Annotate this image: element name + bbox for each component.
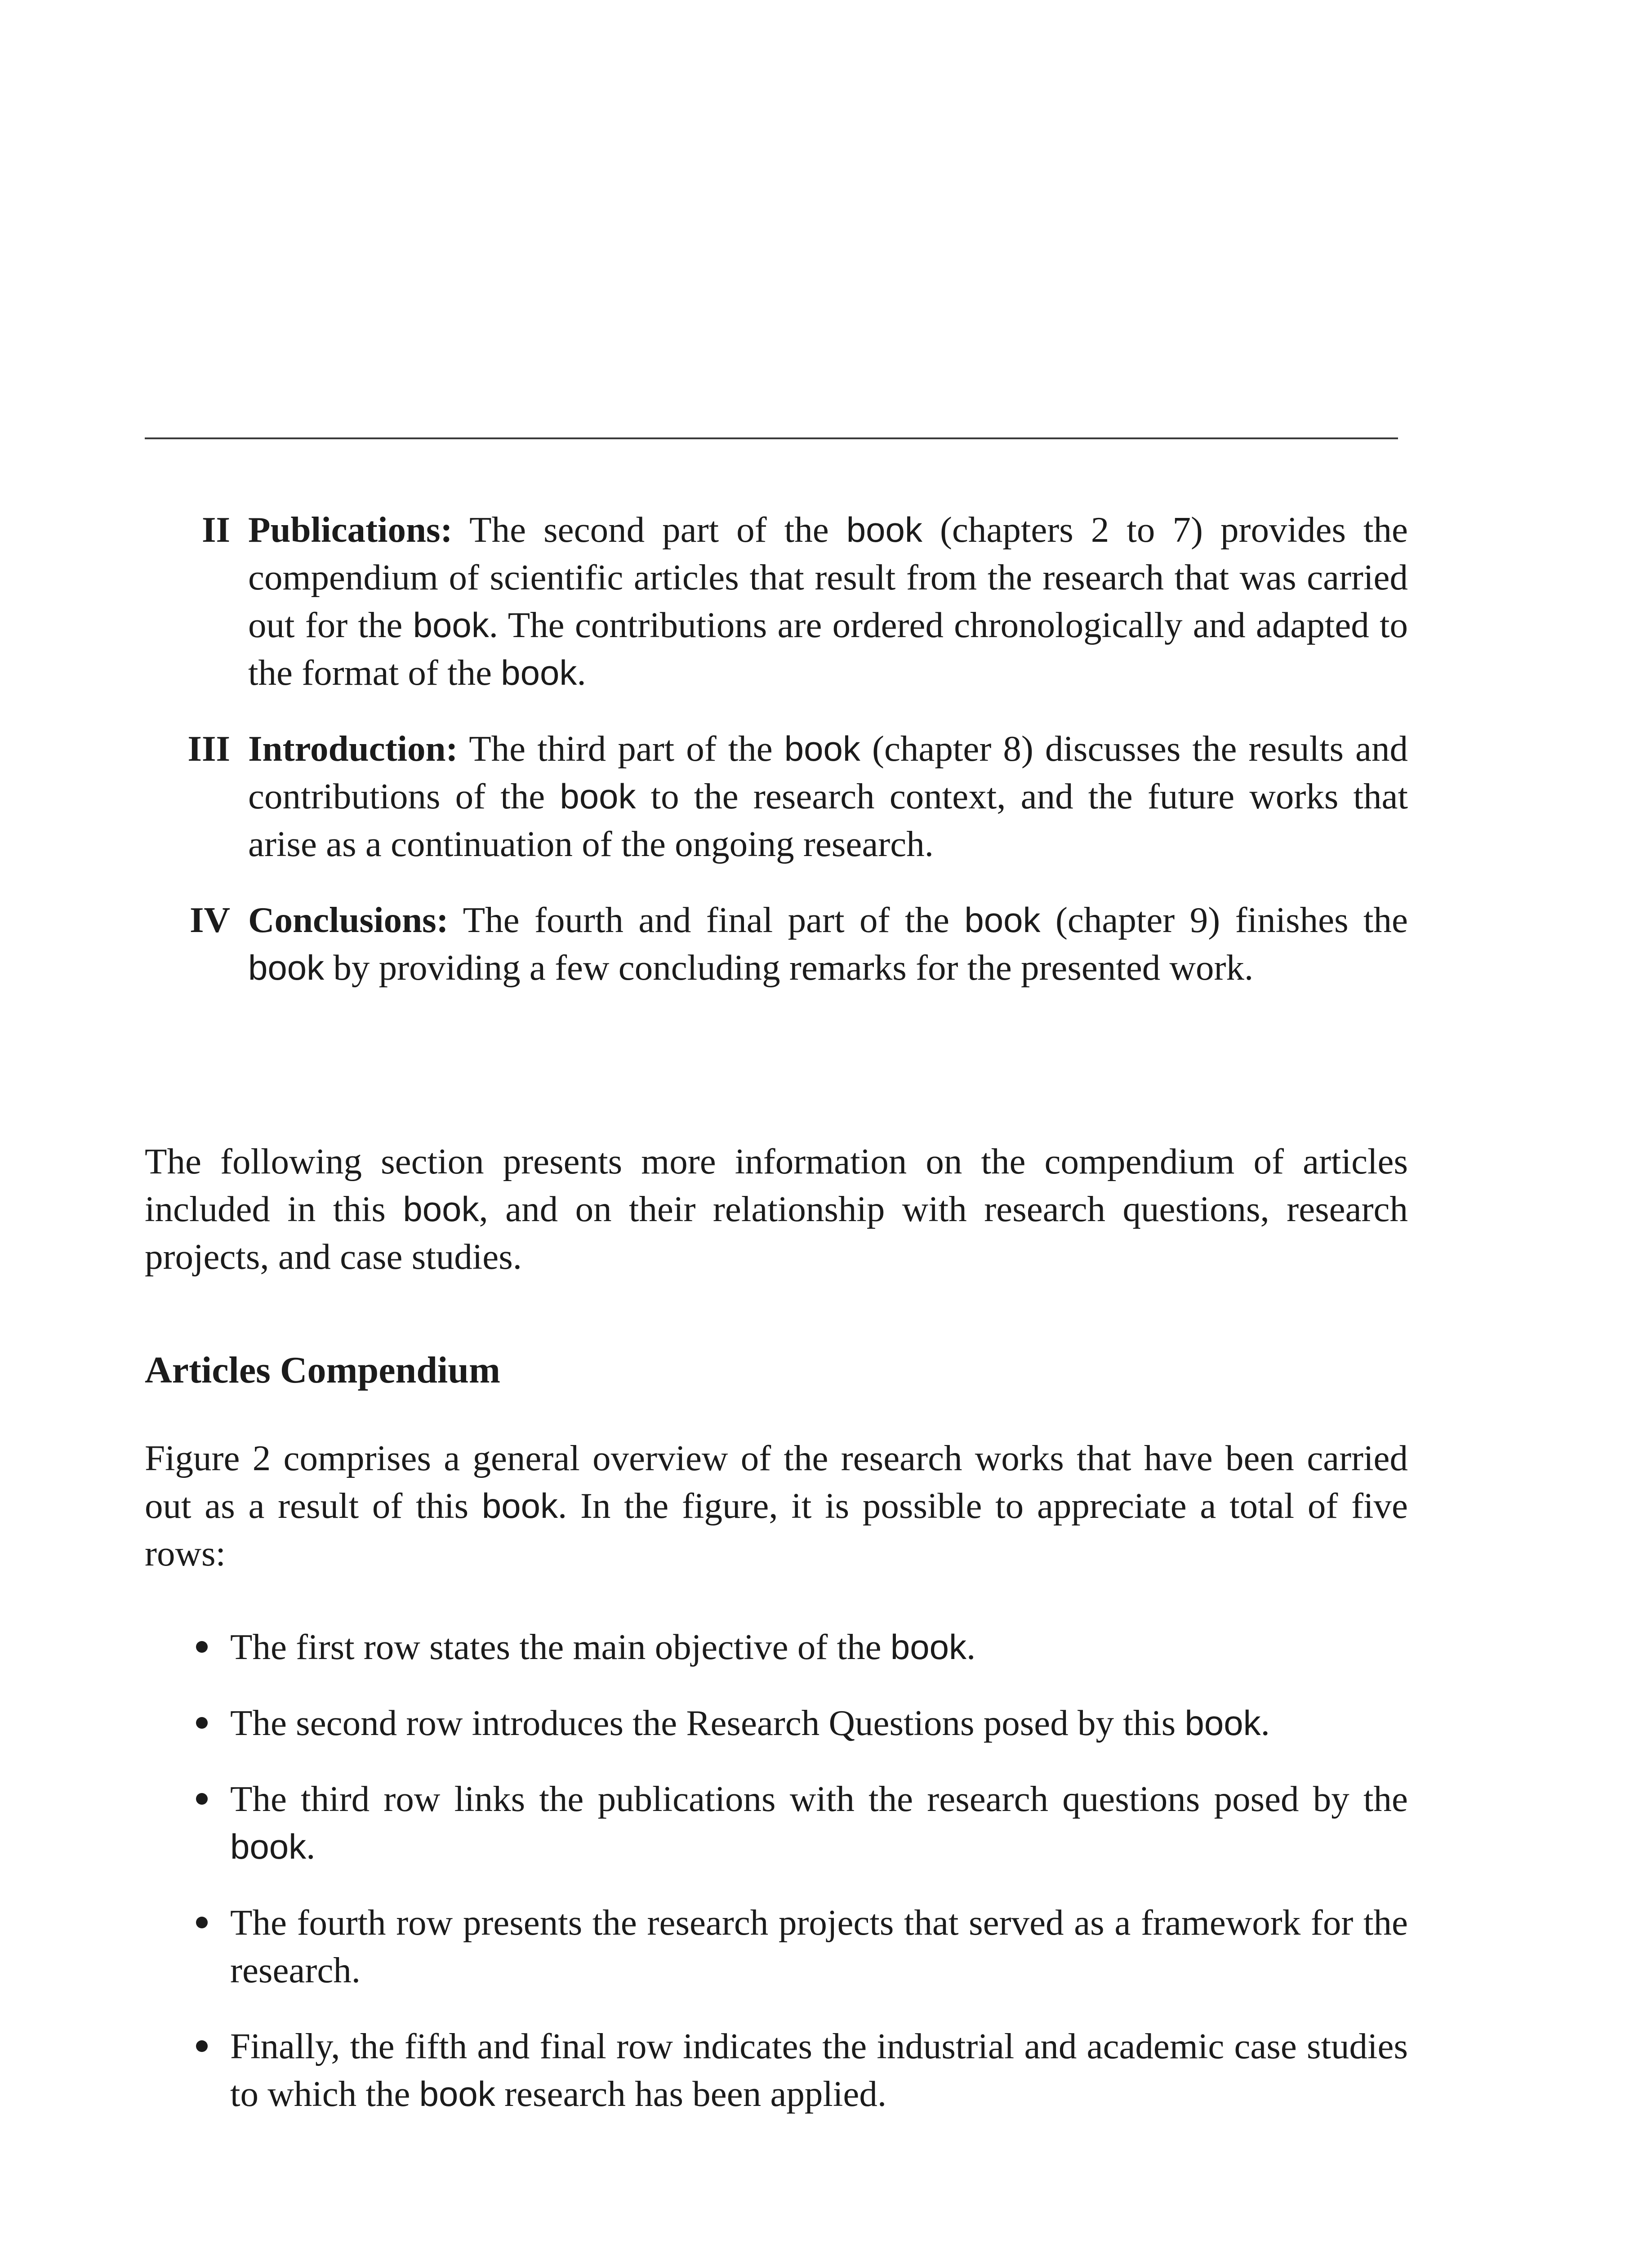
list-item <box>145 1623 1408 1671</box>
list-item <box>145 1699 1408 1747</box>
text-run: , and on their relationship with research questions, research projects, and case studies. <box>145 1189 1408 1277</box>
text-run: to the research context, and the future works that arise as a continuation of the ongoing research. <box>248 776 1408 864</box>
part-term: Introduction: <box>248 728 458 769</box>
text-run: . The contributions are ordered chronologically and adapted to the format of the <box>248 605 1408 693</box>
header-rule <box>145 437 1398 439</box>
part-item-conclusions <box>145 896 1408 991</box>
list-item <box>145 1899 1408 1994</box>
bullet-icon <box>196 1641 208 1653</box>
book-term: book <box>419 2074 495 2114</box>
book-term: book <box>784 729 860 768</box>
text-run: Finally, the fifth and final row indicates the industrial and academic case studies to which the <box>230 2026 1408 2114</box>
text-run: (chapter 9) finishes the <box>1040 900 1408 940</box>
list-item <box>145 2022 1408 2118</box>
text-run: The first row states the main objective of the <box>230 1627 891 1667</box>
book-term: book <box>230 1827 307 1866</box>
text-run: (chapter 8) discusses the results and contributions of the <box>248 728 1408 816</box>
book-term: book <box>413 605 489 645</box>
bullet-icon <box>196 1917 208 1928</box>
text-run: The second row introduces the Research Questions posed by this <box>230 1703 1185 1743</box>
text-run: . <box>577 652 586 693</box>
rows-bullet-list <box>145 1623 1408 2146</box>
book-term: book <box>403 1189 479 1229</box>
text-run: (chapters 2 to 7) provides the compendium of scientific articles that result from the research that was carried out for the <box>248 509 1408 645</box>
parts-list <box>145 506 1408 1020</box>
part-term: Conclusions: <box>248 900 449 940</box>
part-number: IV <box>189 900 230 940</box>
section-heading: Articles Compendium <box>145 1349 500 1391</box>
part-description <box>230 506 1408 696</box>
part-description <box>230 725 1408 868</box>
figure-overview-paragraph <box>145 1434 1408 1577</box>
part-term: Publications: <box>248 509 453 550</box>
text-run: The third row links the publications with the research questions posed by the <box>230 1779 1408 1819</box>
bullet-icon <box>196 1793 208 1805</box>
book-term: book <box>1184 1703 1261 1743</box>
text-run: The fourth and final part of the <box>448 900 965 940</box>
part-number: III <box>187 728 230 769</box>
text-run: Figure 2 comprises a general overview of the research works that have been carried out as a result of this <box>145 1438 1408 1526</box>
list-item <box>145 1775 1408 1870</box>
text-run: The following section presents more information on the compendium of articles included in this <box>145 1141 1408 1229</box>
book-term: book <box>481 1486 558 1525</box>
bullet-icon <box>196 1717 208 1729</box>
following-section-paragraph <box>145 1137 1408 1280</box>
text-run: . In the figure, it is possible to appreciate a total of five rows: <box>145 1485 1408 1574</box>
book-term: book <box>890 1627 966 1667</box>
text-run: by providing a few concluding remarks for the presented work. <box>324 947 1254 988</box>
book-term: book <box>248 948 325 987</box>
book-term: book <box>501 653 577 692</box>
text-run: . <box>1260 1703 1270 1743</box>
part-number: II <box>201 509 230 550</box>
part-item-publications <box>145 506 1408 696</box>
text-run: The third part of the <box>458 728 784 769</box>
part-description <box>230 896 1408 991</box>
book-term: book <box>560 776 636 816</box>
book-term: book <box>846 510 922 549</box>
text-run: research has been applied. <box>495 2074 887 2114</box>
text-run: The second part of the <box>452 509 846 550</box>
book-term: book <box>964 900 1041 940</box>
text-run: . <box>306 1826 316 1867</box>
bullet-icon <box>196 2040 208 2052</box>
text-run: . <box>966 1627 976 1667</box>
text-run: The fourth row presents the research projects that served as a framework for the research. <box>230 1902 1408 1990</box>
part-item-introduction <box>145 725 1408 868</box>
